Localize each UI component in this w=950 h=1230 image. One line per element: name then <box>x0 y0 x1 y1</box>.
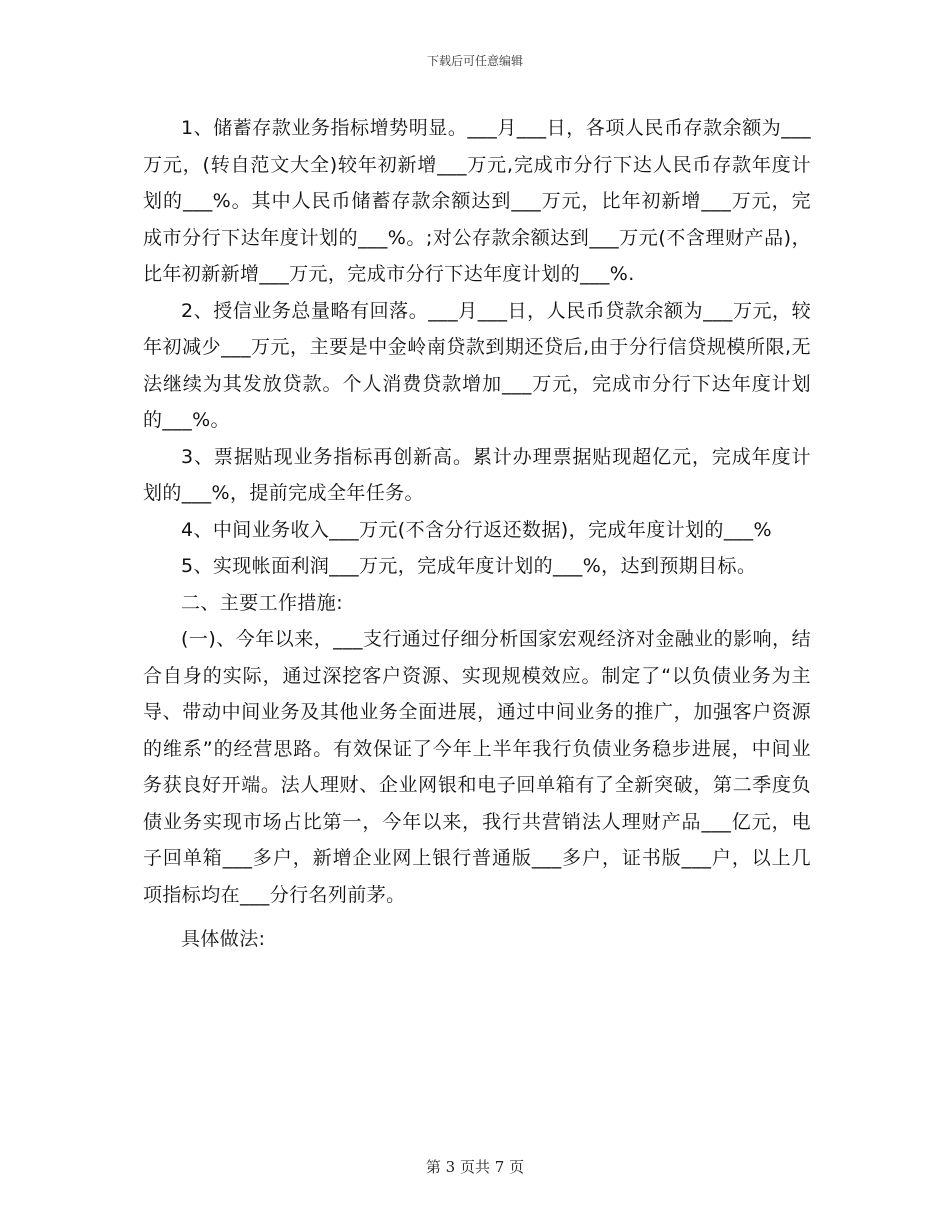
paragraph-bill-discount: 3、票据贴现业务指标再创新高。累计办理票据贴现超亿元，完成年度计划的___%，提前完成全年任务。 <box>143 445 811 504</box>
page-footer: 第 3 页共 7 页 <box>425 1158 525 1176</box>
paragraph-book-profit: 5、实现帐面利润___万元，完成年度计划的___%，达到预期目标。 <box>181 555 757 577</box>
paragraph-savings-deposits: 1、储蓄存款业务指标增势明显。___月___日，各项人民币存款余额为___万元，(转自范文大全)较年初新增___万元,完成市分行下达人民币存款年度计划的___%。其中人民币储蓄存款余额达到___万元，比年初新增___万元，完成市分行下达年度计划的___%。;对公存款余额达到___万元(不含理财产品)，比年初新新增___万元，完成市分行下达年度计划的___%. <box>143 117 811 285</box>
paragraph-measures-one: (一)、今年以来，___支行通过仔细分析国家宏观经济对金融业的影响，结合自身的实际，通过深挖客户资源、实现规模效应。制定了“以负债业务为主导、带动中间业务及其他业务全面进展，通过中间业务的推广，加强客户资源的维系”的经营思路。有效保证了今年上半年我行负债业务稳步进展，中间业务获良好开端。法人理财、企业网银和电子回单箱有了全新突破，第二季度负债业务实现市场占比第一，今年以来，我行共营销法人理财产品___亿元，电子回单箱___多户，新增企业网上银行普通版___多户，证书版___户，以上几项指标均在___分行名列前茅。 <box>143 628 811 906</box>
paragraph-intermediate-income: 4、中间业务收入___万元(不含分行返还数据)，完成年度计划的___% <box>181 518 772 541</box>
page-header: 下载后可任意编辑 <box>426 54 523 68</box>
document-body <box>143 110 811 958</box>
section-heading-measures: 二、主要工作措施: <box>181 591 344 614</box>
paragraph-specific-methods: 具体做法: <box>181 928 266 950</box>
paragraph-credit-business: 2、授信业务总量略有回落。___月___日，人民币贷款余额为___万元，较年初减少___万元，主要是中金岭南贷款到期还贷后,由于分行信贷规模所限,无法继续为其发放贷款。个人消费贷款增加___万元，完成市分行下达年度计划的___%。 <box>143 299 811 431</box>
